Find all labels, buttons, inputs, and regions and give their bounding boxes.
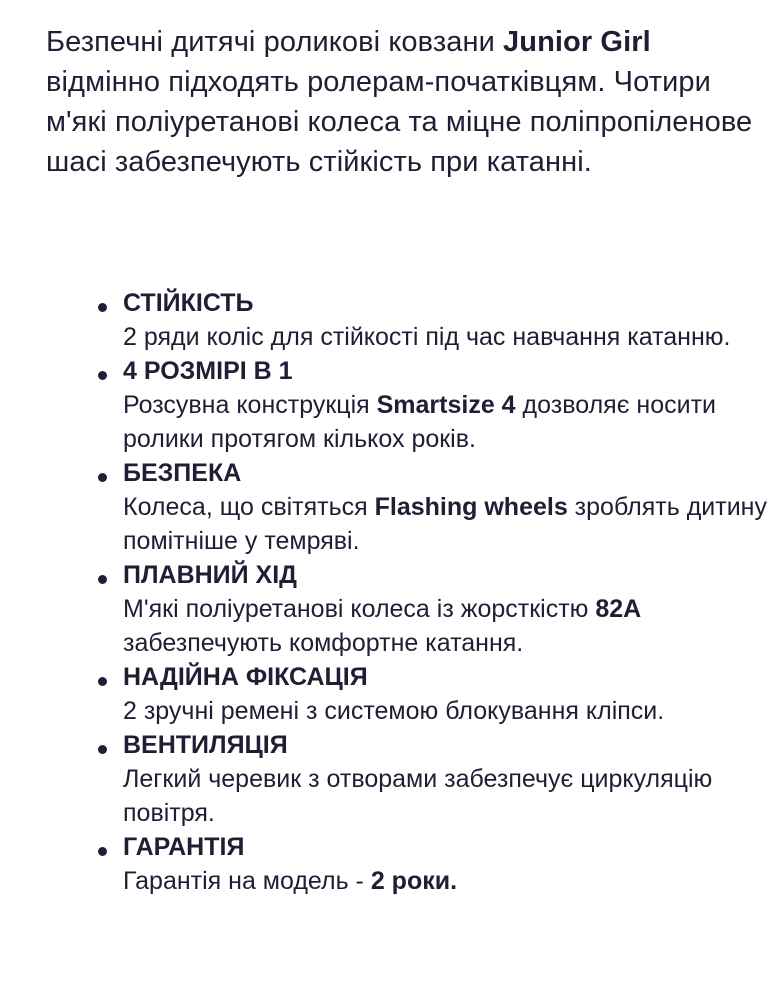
feature-item-safety <box>96 456 776 558</box>
intro-text-after: відмінно підходять ролерам-початківцям. Чотири м'які поліуретанові колеса та міцне поліпропіленове шасі забезпечують стійкість при катанні. <box>46 66 753 178</box>
feature-item-fixation <box>96 660 776 728</box>
feature-description: Легкий черевик з отворами забезпечує циркуляцію повітря. <box>123 765 713 827</box>
bullet-icon <box>98 745 107 754</box>
feature-description: М'які поліуретанові колеса із жорсткістю 82A забезпечують комфортне катання. <box>123 595 642 657</box>
feature-title: БЕЗПЕКА <box>123 459 242 487</box>
feature-title: 4 РОЗМІРІ В 1 <box>123 357 293 385</box>
bullet-icon <box>98 371 107 380</box>
intro-text-before: Безпечні дитячі роликові ковзани <box>46 26 504 58</box>
feature-item-warranty <box>96 830 776 898</box>
feature-item-smooth-ride <box>96 558 776 660</box>
feature-title: ВЕНТИЛЯЦІЯ <box>123 731 288 759</box>
bullet-icon <box>98 303 107 312</box>
feature-title: ГАРАНТІЯ <box>123 833 245 861</box>
feature-item-sizes <box>96 354 776 456</box>
feature-title: СТІЙКІСТЬ <box>123 289 254 317</box>
feature-description: 2 ряди коліс для стійкості під час навчання катанню. <box>123 323 731 351</box>
feature-item-ventilation <box>96 728 776 830</box>
bullet-icon <box>98 677 107 686</box>
feature-item-stability <box>96 286 776 354</box>
feature-title: НАДІЙНА ФІКСАЦІЯ <box>123 663 368 691</box>
feature-description: 2 зручні ремені з системою блокування кліпси. <box>123 697 665 725</box>
feature-description: Колеса, що світяться Flashing wheels зроблять дитину помітніше у темряві. <box>123 493 767 555</box>
bullet-icon <box>98 847 107 856</box>
feature-description: Гарантія на модель - 2 роки. <box>123 867 458 895</box>
bullet-icon <box>98 473 107 482</box>
intro-paragraph <box>46 22 766 182</box>
feature-title: ПЛАВНИЙ ХІД <box>123 561 297 589</box>
intro-brand-name: Junior Girl <box>503 26 651 58</box>
bullet-icon <box>98 575 107 584</box>
feature-description: Розсувна конструкція Smartsize 4 дозволяє носити ролики протягом кількох років. <box>123 391 716 453</box>
feature-list <box>96 286 776 898</box>
